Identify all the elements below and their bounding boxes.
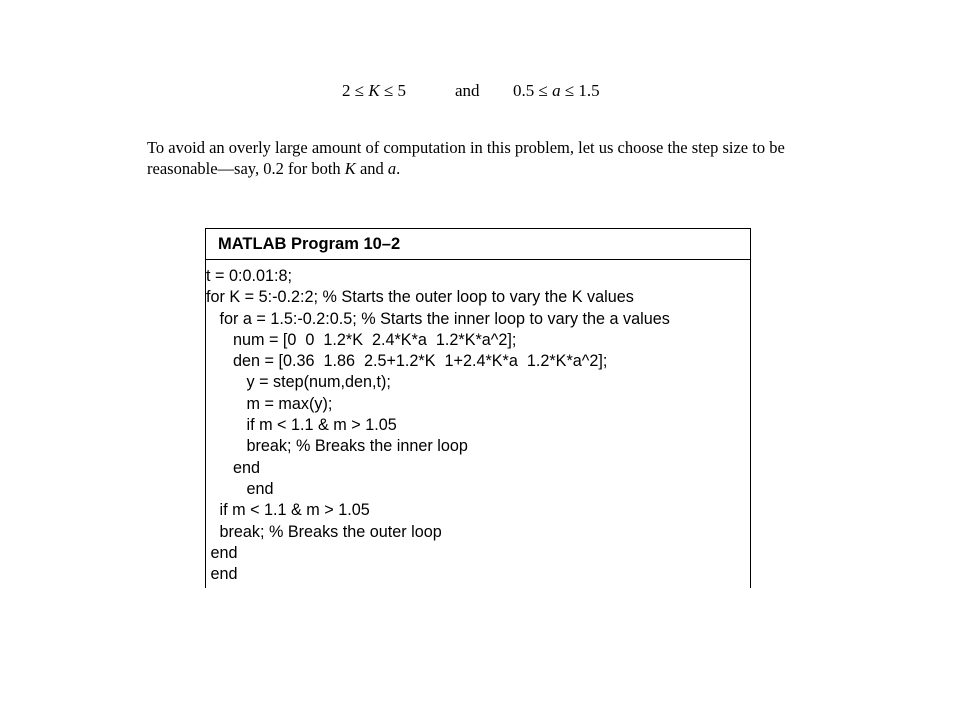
- inequality-equation: [0, 78, 960, 106]
- body-paragraph: [147, 137, 827, 179]
- paragraph-a-variable: a: [387, 159, 397, 178]
- a-range-pre: 0.5 ≤: [513, 81, 553, 100]
- paragraph-text: To avoid an overly large amount of computation in this problem, let us choose the step size to be reasonable—say, 0.2 for both: [147, 138, 785, 178]
- code-line: if m < 1.1 & m > 1.05: [206, 501, 370, 520]
- paragraph-period: .: [396, 159, 401, 178]
- code-line: if m < 1.1 & m > 1.05: [206, 416, 397, 435]
- paragraph-k-variable: K: [344, 159, 356, 178]
- code-line: end: [206, 479, 274, 498]
- code-line: for K = 5:-0.2:2; % Starts the outer loop to vary the K values: [206, 288, 634, 307]
- k-variable: K: [368, 81, 380, 100]
- code-line: break; % Breaks the inner loop: [206, 437, 468, 456]
- code-line: y = step(num,den,t);: [206, 373, 391, 392]
- code-listing: [206, 260, 750, 585]
- a-variable: a: [552, 81, 561, 100]
- code-line: end: [206, 458, 260, 477]
- code-line: break; % Breaks the outer loop: [206, 522, 442, 541]
- k-range: [342, 81, 406, 101]
- code-line: end: [206, 565, 238, 584]
- and-word: and: [455, 81, 480, 100]
- k-range-pre: 2 ≤: [342, 81, 369, 100]
- code-line: end: [206, 543, 238, 562]
- code-line: den = [0.36 1.86 2.5+1.2*K 1+2.4*K*a 1.2*K*a^2];: [206, 352, 608, 371]
- k-range-post: ≤ 5: [379, 81, 407, 100]
- paragraph-and: and: [355, 159, 388, 178]
- a-range: [513, 81, 600, 101]
- code-line: m = max(y);: [206, 394, 333, 413]
- code-line: t = 0:0.01:8;: [206, 267, 292, 285]
- a-range-post: ≤ 1.5: [560, 81, 600, 100]
- program-listing-box: [205, 228, 751, 588]
- code-line: for a = 1.5:-0.2:0.5; % Starts the inner loop to vary the a values: [206, 309, 670, 328]
- program-title: MATLAB Program 10–2: [206, 229, 750, 260]
- code-line: num = [0 0 1.2*K 2.4*K*a 1.2*K*a^2];: [206, 330, 517, 349]
